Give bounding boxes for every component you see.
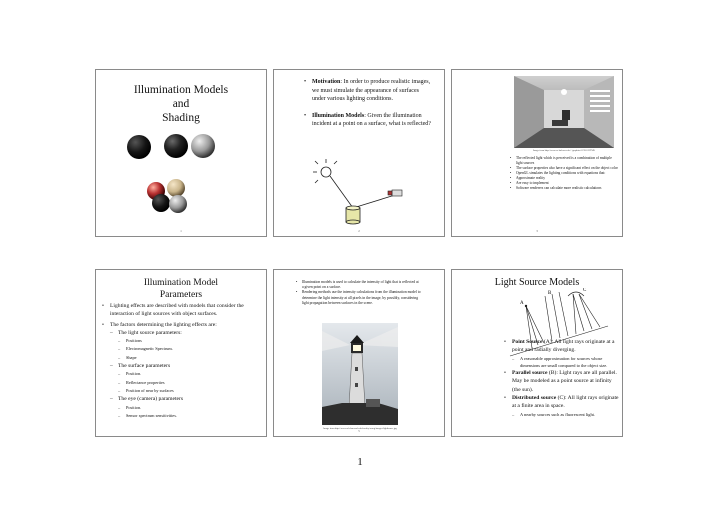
slide-4-title (96, 277, 266, 301)
list-item: – Positions (118, 337, 262, 345)
list-item (110, 329, 262, 362)
label-b: B (548, 291, 552, 296)
slide-2-page-number: 2 (358, 229, 360, 233)
bullet-bold: Point Source (512, 339, 543, 345)
bullet-text: (C): All light rays originate at a finite area in space. (512, 395, 619, 410)
label-c: C (583, 288, 587, 293)
list-item (110, 362, 262, 395)
reflected-ray (353, 195, 395, 208)
title-line: Illumination Models (133, 84, 229, 96)
list-item: • Are easy to implement (510, 181, 618, 186)
bullet-bold: Parallel source (512, 369, 548, 376)
slide-1-page-number: 1 (180, 229, 182, 233)
reflection-diagram (274, 70, 445, 237)
sub-list (512, 411, 620, 418)
bullet-bold: Motivation (312, 79, 341, 85)
slide-6-bullets (504, 338, 620, 418)
group-items (118, 404, 262, 421)
bullet-text: The factors determining the lighting effects are: (110, 321, 217, 328)
list-item: • Software renderers can calculate more realistic calculations (510, 186, 618, 191)
list-item: • OpenGL simulates the lighting conditions with equations that: (510, 171, 618, 176)
list-item: • Approximate reality (510, 176, 618, 181)
list-item: – Electromagnetic Spectrum. (118, 345, 262, 353)
lighthouse-photo (322, 323, 398, 425)
title-line: Illumination Model (143, 278, 219, 288)
slide-6-title: Light Source Models (494, 277, 580, 288)
slide-4 (95, 269, 267, 437)
bullet-text: : Given the illumination incident at a point on a surface, what is reflected? (312, 112, 431, 127)
sub-list (512, 355, 620, 369)
incident-ray (330, 176, 353, 208)
slide-4-bullets (102, 302, 262, 420)
list-item (504, 338, 620, 369)
slide-5-page-number: 5 (358, 429, 360, 433)
list-item: • Lighting effects are described with models that consider the interaction of light sources with object surfaces. (102, 302, 262, 319)
title-line: Parameters (159, 290, 203, 300)
slide-2 (273, 69, 445, 237)
bullet-text: (B): Light rays are all parallel. May be modeled as a point source at infinity (the sun). (512, 369, 617, 393)
list-item: – Position of near by surfaces (118, 387, 262, 395)
group-items (118, 337, 262, 362)
list-item: – A nearby sources such as fluorescent light. (512, 411, 620, 418)
slide-5-bullets (296, 280, 421, 306)
list-item (504, 369, 620, 394)
group-label: The eye (camera) parameters (118, 396, 184, 403)
list-item: – Sensor spectrum sensitivities. (118, 412, 262, 420)
title-line: Shading (162, 112, 200, 124)
list-item (504, 394, 620, 418)
list-item: • The surface properties also have a significant effect on the object color (510, 166, 618, 171)
list-item: • The reflected light which is perceived is a combination of multiple light sources (510, 156, 618, 166)
list-item: – Shape (118, 354, 262, 362)
list-item: – A reasonable approximation for sources whose dimensions are small compared to the object size. (512, 355, 620, 369)
camera-icon (388, 190, 402, 196)
surface-cylinder (346, 206, 360, 224)
group-label: The surface parameters (118, 363, 171, 370)
list-item (102, 321, 262, 421)
group-label: The light source parameters: (118, 329, 182, 336)
slide-5 (273, 269, 445, 437)
label-a: A (520, 301, 524, 306)
image-caption: Image from http://www.oeb.harvard.edu/faculty/wong/images/lighthouse.jpg (323, 427, 397, 430)
rendered-room-photo (514, 76, 614, 148)
list-item: • Illumination models is used to calculate the intensity of light that is reflected at a given point on a surface. (296, 280, 421, 290)
slide-1 (95, 69, 267, 237)
bullet-bold: Distributed source (512, 395, 557, 402)
list-item: – Position. (118, 404, 262, 412)
list-item (110, 395, 262, 420)
slide-6 (451, 269, 623, 437)
list-item: – Position. (118, 370, 262, 378)
list-item: – Reflectance properties (118, 379, 262, 387)
slide-3-bullets (510, 156, 618, 191)
title-line: and (172, 98, 190, 110)
shaded-spheres-image (96, 70, 267, 237)
bullet-bold: Illumination Models (312, 112, 365, 119)
group-items (118, 370, 262, 395)
slide-3-page-number: 3 (536, 229, 538, 233)
light-source-icon (313, 159, 337, 183)
slide-3 (451, 69, 623, 237)
handout-page-number: 1 (357, 456, 363, 468)
bullet-text: (A): All light rays originate at a point and radially diverging. (512, 339, 615, 354)
bullet-text: : In order to produce realistic images, we must simulate the appearance of surfaces under various lighting conditions. (312, 79, 431, 102)
factor-groups (110, 329, 262, 420)
list-item: • Rendering methods use the intensity calculations from the illumination model to determine the light intensity at all pixels in the image, by possibly, considering light propagation between surfaces in the scene. (296, 290, 421, 306)
image-caption: Image from http://www.cs.kuleuven.be/~graphics/CGRG.HTML (532, 149, 596, 152)
